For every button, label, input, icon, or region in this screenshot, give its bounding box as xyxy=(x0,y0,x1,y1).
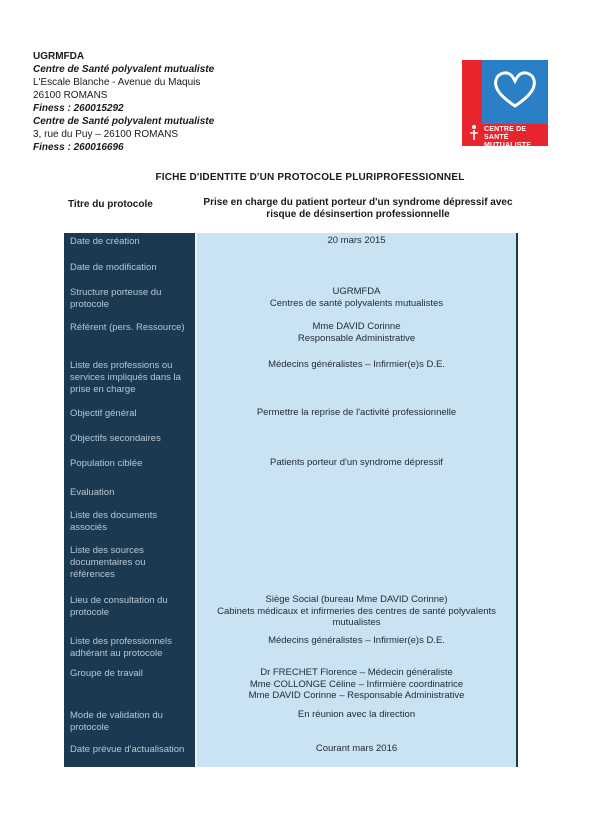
row-label: Structure porteuse du protocole xyxy=(70,287,162,310)
heart-icon xyxy=(492,70,538,110)
row-label: Référent (pers. Ressource) xyxy=(70,322,185,333)
row-value: Médecins généralistes – Infirmier(e)s D.E. xyxy=(195,357,516,405)
row-label: Date de création xyxy=(70,236,140,247)
protocol-identity-table xyxy=(64,233,518,767)
document-title: FICHE D'IDENTITE D'UN PROTOCOLE PLURIPROFESSIONNEL xyxy=(155,172,465,183)
header-line: UGRMFDA xyxy=(33,51,85,62)
table-row xyxy=(64,542,518,592)
header-line: L'Escale Blanche - Avenue du Maquis xyxy=(33,77,201,88)
row-label: Liste des professionnels adhérant au protocole xyxy=(70,636,172,659)
row-label: Date de modification xyxy=(70,262,157,273)
table-row xyxy=(64,284,518,319)
row-label: Groupe de travail xyxy=(70,668,143,679)
row-value xyxy=(195,259,516,284)
row-label: Lieu de consultation du protocole xyxy=(70,595,168,618)
protocol-title-label: Titre du protocole xyxy=(68,199,153,210)
header-line: 3, rue du Puy – 26100 ROMANS xyxy=(33,129,179,140)
row-value xyxy=(195,484,516,507)
row-value: 20 mars 2015 xyxy=(195,233,516,259)
logo-line2: MUTUALISTE xyxy=(484,142,532,146)
row-value: UGRMFDA Centres de santé polyvalents mutualistes xyxy=(195,284,516,319)
header-line: Finess : 260016696 xyxy=(33,142,124,153)
row-value xyxy=(195,430,516,455)
row-value: Patients porteur d'un syndrome dépressif xyxy=(195,455,516,484)
table-row xyxy=(64,319,518,357)
header-line: 26100 ROMANS xyxy=(33,90,108,101)
table-row xyxy=(64,633,518,665)
table-row xyxy=(64,484,518,507)
table-row xyxy=(64,741,518,767)
row-value: Dr FRECHET Florence – Médecin généraliste Mme COLLONGE Céline – Infirmière coordinatrice Mme DAVID Corinne – Responsable Administrative xyxy=(195,665,516,707)
table-row xyxy=(64,405,518,430)
header-line: Finess : 260015292 xyxy=(33,103,124,114)
mutualite-symbol-icon xyxy=(468,124,480,142)
table-row xyxy=(64,507,518,542)
row-label: Date prévue d'actualisation xyxy=(70,744,185,755)
row-label: Population ciblée xyxy=(70,458,143,469)
row-label: Liste des sources documentaires ou références xyxy=(70,545,146,580)
logo-line1: CENTRE DE SANTÉ xyxy=(484,126,527,141)
protocol-title-value: Prise en charge du patient porteur d'un syndrome dépressif avec risque de désinsertion professionnelle xyxy=(203,197,513,220)
row-label: Objectifs secondaires xyxy=(70,433,161,444)
header-line: Centre de Santé polyvalent mutualiste xyxy=(33,64,215,75)
row-value xyxy=(195,542,516,592)
row-label: Liste des documents associés xyxy=(70,510,158,533)
organization-header xyxy=(33,50,433,154)
table-row xyxy=(64,455,518,484)
table-row xyxy=(64,430,518,455)
table-row xyxy=(64,233,518,259)
table-row xyxy=(64,665,518,707)
centre-de-sante-mutualiste-logo xyxy=(462,60,548,146)
row-label: Evaluation xyxy=(70,487,115,498)
row-value: Courant mars 2016 xyxy=(195,741,516,767)
row-value xyxy=(195,507,516,542)
row-value: Médecins généralistes – Infirmier(e)s D.E. xyxy=(195,633,516,665)
row-value: Permettre la reprise de l'activité professionnelle xyxy=(195,405,516,430)
row-label: Mode de validation du protocole xyxy=(70,710,163,733)
table-row xyxy=(64,357,518,405)
row-label: Liste des professions ou services impliqués dans la prise en charge xyxy=(70,360,181,395)
table-row xyxy=(64,592,518,633)
table-row xyxy=(64,707,518,741)
row-value: Siège Social (bureau Mme DAVID Corinne) Cabinets médicaux et infirmeries des centres de santé polyvalents mutualistes xyxy=(195,592,516,633)
table-row xyxy=(64,259,518,284)
row-value: Mme DAVID Corinne Responsable Administrative xyxy=(195,319,516,357)
header-line: Centre de Santé polyvalent mutualiste xyxy=(33,116,215,127)
row-label: Objectif général xyxy=(70,408,137,419)
row-value: En réunion avec la direction xyxy=(195,707,516,741)
